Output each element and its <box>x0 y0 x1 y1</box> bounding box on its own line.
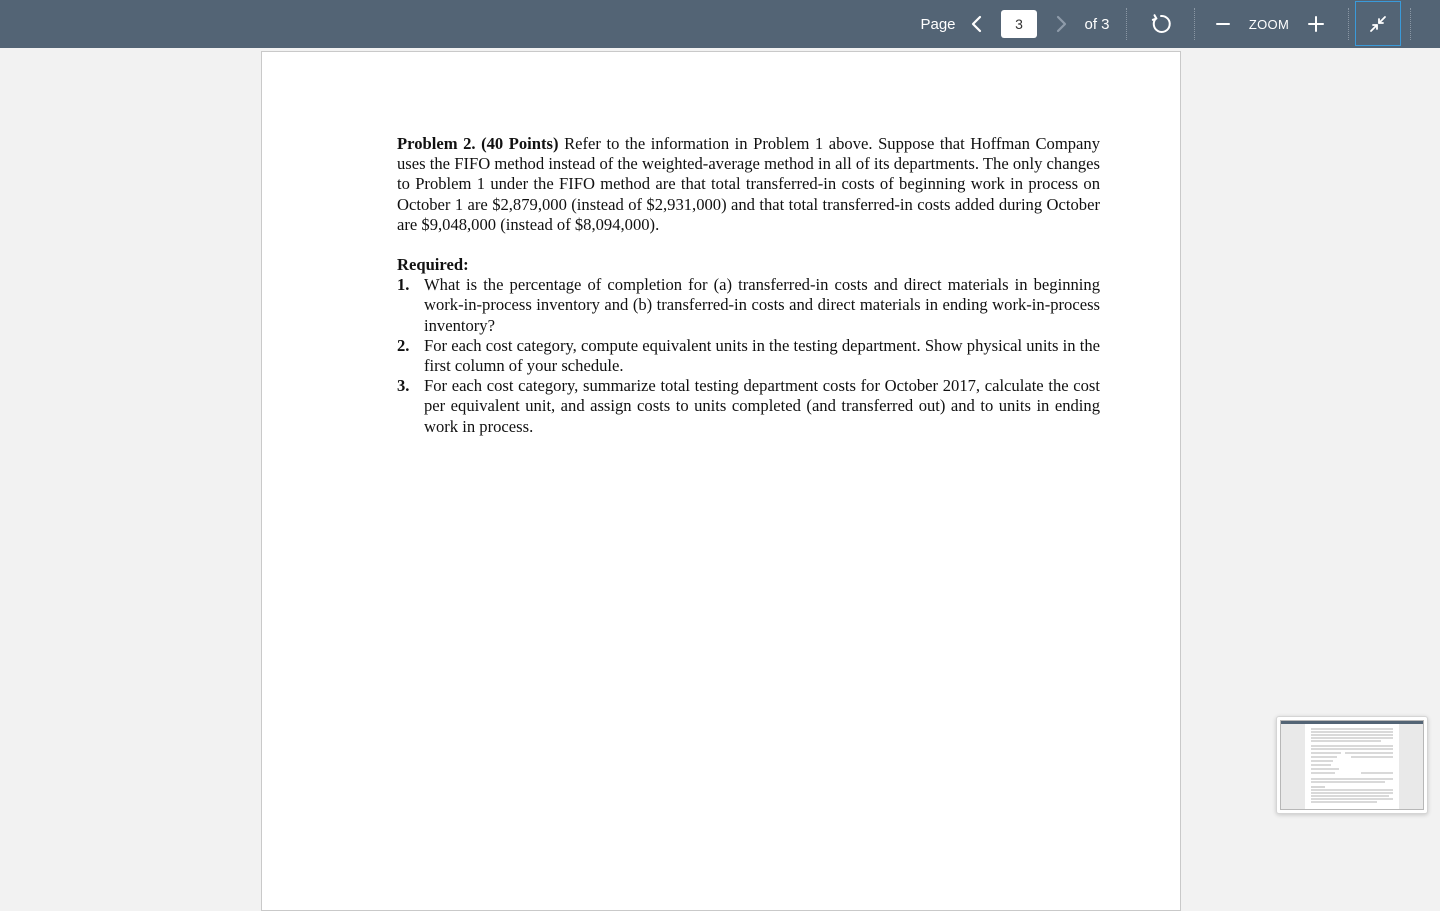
item-text: For each cost category, summarize total testing department costs for October 2017, calculate the cost per equivalent unit, and assign costs to units completed (and transferred out) and to units in ending work in process. <box>424 376 1100 436</box>
fit-page-button[interactable] <box>1355 1 1401 46</box>
zoom-in-button[interactable] <box>1302 0 1330 48</box>
thumbnail-preview <box>1280 720 1424 810</box>
viewer-toolbar <box>0 0 1440 48</box>
collapse-arrows-icon <box>1369 15 1387 33</box>
chevron-right-icon <box>1055 15 1067 33</box>
item-text: What is the percentage of completion for (a) transferred-in costs and direct materials in beginning work-in-process inventory and (b) transferred-in costs and direct materials in ending work-in-process inventory? <box>424 275 1100 335</box>
problem-paragraph <box>397 134 1100 235</box>
zoom-out-button[interactable] <box>1210 0 1236 48</box>
page-content <box>397 134 1100 437</box>
next-page-button[interactable] <box>1050 0 1072 48</box>
document-page <box>261 51 1181 911</box>
list-item <box>397 376 1100 437</box>
zoom-label: ZOOM <box>1248 16 1290 32</box>
item-number: 2. <box>397 335 410 355</box>
toolbar-divider <box>1126 8 1127 40</box>
item-number: 3. <box>397 376 410 396</box>
toolbar-divider <box>1348 8 1349 40</box>
page-label: Page <box>920 15 956 33</box>
rotate-button[interactable] <box>1146 0 1176 48</box>
previous-page-button[interactable] <box>966 0 988 48</box>
chevron-left-icon <box>971 15 983 33</box>
toolbar-divider <box>1410 8 1411 40</box>
thumbnail-page-image <box>1281 721 1423 809</box>
requirements-list <box>397 275 1100 437</box>
list-item <box>397 275 1100 336</box>
required-heading: Required: <box>397 255 469 275</box>
plus-icon <box>1307 15 1325 33</box>
minus-icon <box>1215 16 1231 32</box>
total-pages-label: of 3 <box>1084 15 1110 33</box>
page-number-input[interactable] <box>1001 10 1037 38</box>
item-text: For each cost category, compute equivalent units in the testing department. Show physical units in the first column of your schedule. <box>424 335 1100 376</box>
item-number: 1. <box>397 275 410 295</box>
page-thumbnail[interactable] <box>1276 716 1428 814</box>
list-item <box>397 336 1100 376</box>
toolbar-divider <box>1194 8 1195 40</box>
problem-title: Problem 2. (40 Points) <box>397 134 559 153</box>
rotate-icon <box>1150 13 1172 35</box>
problem-text: Refer to the information in Problem 1 above. Suppose that Hoffman Company uses the FIFO method instead of the weighted-average method in all of its departments. The only changes to Problem 1 under the FIFO method are that total transferred-in costs of beginning work in process on October 1 are $2,879,000 (instead of $2,931,000) and that total transferred-in costs added during October are $9,048,000 (instead of $8,094,000). <box>397 134 1100 234</box>
